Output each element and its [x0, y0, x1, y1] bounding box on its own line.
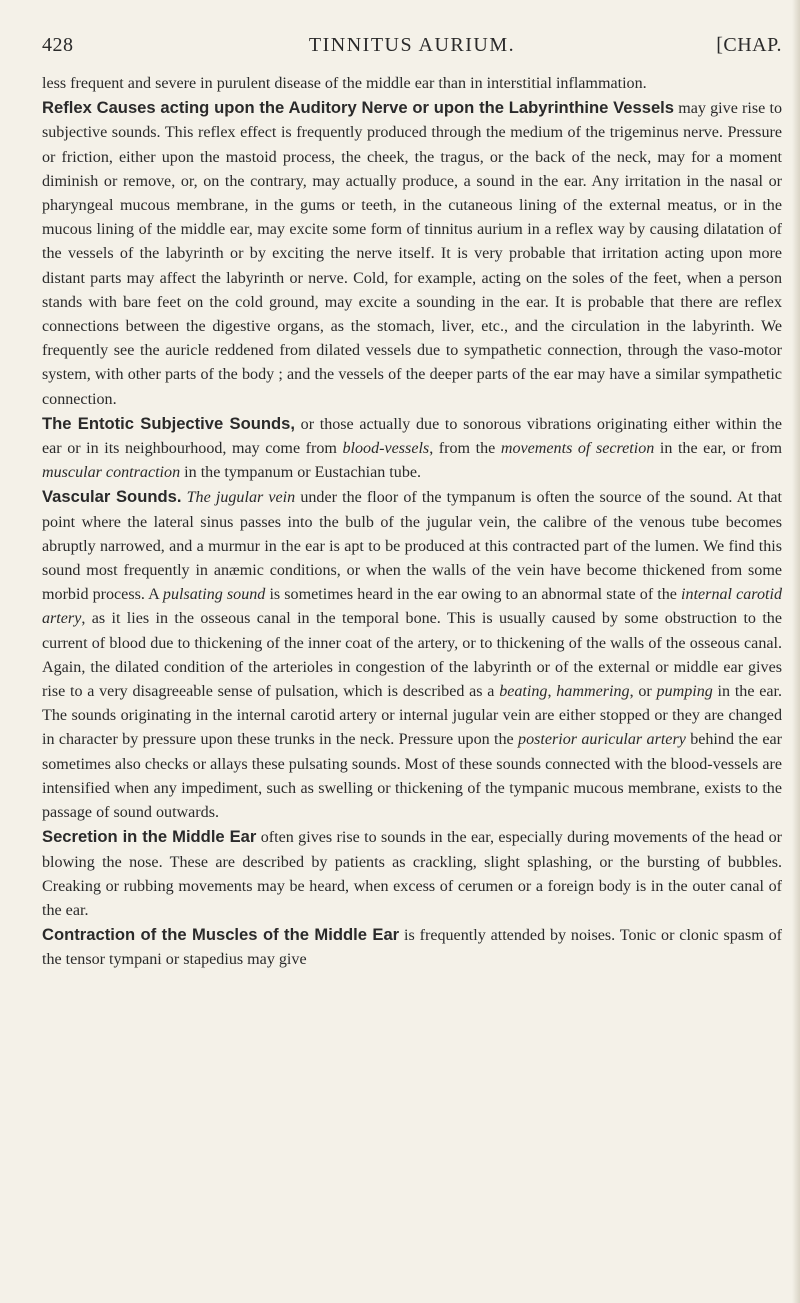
- section-heading: Reflex Causes acting upon the Auditory Nerve or upon the Labyrinthine Vessels: [42, 98, 675, 118]
- paragraph-text: , as it lies in the osseous canal in the temporal bone. This is usually caused by some obstruction to the current of blood due to thickening of the inner coat of the artery, or to thickening of the walls of the osseous canal. Again, the dilated condition of the arterioles in congestion of the labyrinth or of the external or middle ear gives rise to a very disagreeable sense of pulsation, which is described as a: [42, 610, 782, 701]
- italic-term: internal carotid artery: [42, 586, 782, 628]
- paragraph: [42, 485, 782, 825]
- italic-term: posterior auricular artery: [518, 731, 686, 749]
- italic-term: pumping: [656, 683, 713, 701]
- paragraph-text: is frequently attended by noises. Tonic or clonic spasm of the tensor tympani or stapedius may give: [42, 927, 782, 969]
- section-heading: Secretion in the Middle Ear: [42, 827, 257, 847]
- italic-term: movements of secretion: [500, 440, 655, 458]
- running-title: TINNITUS AURIUM.: [308, 34, 516, 56]
- paragraph-text: in the ear. The sounds originating in the internal carotid artery or internal jugular vein are either stopped or they are changed in character by pressure upon these trunks in the neck. Pressure upon the: [42, 683, 783, 749]
- italic-term: pulsating sound: [162, 586, 266, 604]
- paragraph-text: , or: [629, 683, 657, 701]
- paragraph: [42, 72, 782, 96]
- paragraph-text: in the ear, or from: [654, 440, 782, 458]
- page-edge-shadow: [792, 0, 800, 1303]
- paragraph: [42, 412, 782, 486]
- paragraph-text: is sometimes heard in the ear owing to an abnormal state of the: [265, 586, 682, 604]
- paragraph-text: ,: [547, 683, 557, 701]
- body-text: [42, 72, 782, 973]
- page-header: [42, 34, 782, 66]
- paragraph-text: may give rise to subjective sounds. This reflex effect is frequently produced through the medium of the trigeminus nerve. Pressure or friction, either upon the mastoid process, the cheek, the tragus, or the back of the neck, may for a moment diminish or remove, or, on the contrary, may actually produce, a sound in the ear. Any irritation in the nasal or pharyngeal mucous membrane, in the gums or teeth, in the cutaneous lining of the external meatus, or in the mucous lining of the middle ear, may excite some form of tinnitus aurium in a reflex way by causing dilatation of the vessels of the labyrinth or by exciting the nerve itself. It is very probable that irritation acting upon more distant parts may affect the labyrinth or nerve. Cold, for example, acting on the soles of the feet, when a person stands with bare feet on the cold ground, may excite a sounding in the ear. It is probable that there are reflex connections between the digestive organs, as the stomach, liver, etc., and the circulation in the labyrinth. We frequently see the auricle reddened from dilated vessels due to sympathetic connection, through the vaso-motor system, with other parts of the body ; and the vessels of the deeper parts of the ear may have a similar sympathetic connection.: [42, 100, 783, 408]
- italic-term: muscular contraction: [42, 464, 181, 482]
- section-heading: The Entotic Subjective Sounds,: [42, 413, 295, 433]
- paragraph-text: less frequent and severe in purulent disease of the middle ear than in interstitial inflammation.: [42, 75, 647, 92]
- book-page: [42, 34, 782, 973]
- chapter-marker: [CHAP.: [716, 34, 782, 56]
- paragraph-text: in the tympanum or Eustachian tube.: [180, 464, 422, 482]
- paragraph-text: often gives rise to sounds in the ear, especially during movements of the head or blowing the nose. These are described by patients as crackling, slight splashing, or the bursting of bubbles. Creaking or rubbing movements may be heard, when excess of cerumen or a foreign body is in the outer canal of the ear.: [42, 829, 782, 919]
- paragraph: [42, 923, 782, 972]
- italic-term: blood-vessels: [342, 440, 430, 458]
- paragraph-text: or those actually due to sonorous vibrations originating either within the ear or in its neighbourhood, may come from: [42, 415, 782, 458]
- page-number: 428: [42, 34, 74, 56]
- section-heading: Vascular Sounds.: [42, 487, 182, 507]
- italic-term: The jugular vein: [186, 489, 296, 507]
- paragraph: [42, 825, 782, 923]
- paragraph-text: , from the: [429, 440, 501, 458]
- italic-term: beating: [499, 683, 548, 701]
- paragraph: [42, 96, 782, 412]
- italic-term: hammering: [556, 683, 630, 701]
- paragraph-text: behind the ear sometimes also checks or allays these pulsating sounds. Most of these sounds connected with the blood-vessels are intensified when any impediment, such as swelling or thickening of the tympanic mucous membrane, exists to the passage of sound outwards.: [42, 731, 782, 822]
- section-heading: Contraction of the Muscles of the Middle Ear: [42, 925, 400, 945]
- paragraph-text: under the floor of the tympanum is often the source of the sound. At that point where the lateral sinus passes into the bulb of the jugular vein, the calibre of the venous tube becomes abruptly narrowed, and a murmur in the ear is apt to be produced at this contracted part of the lumen. We find this sound most frequently in anæmic conditions, or when the walls of the vein have become thickened from some morbid process. A: [42, 489, 782, 604]
